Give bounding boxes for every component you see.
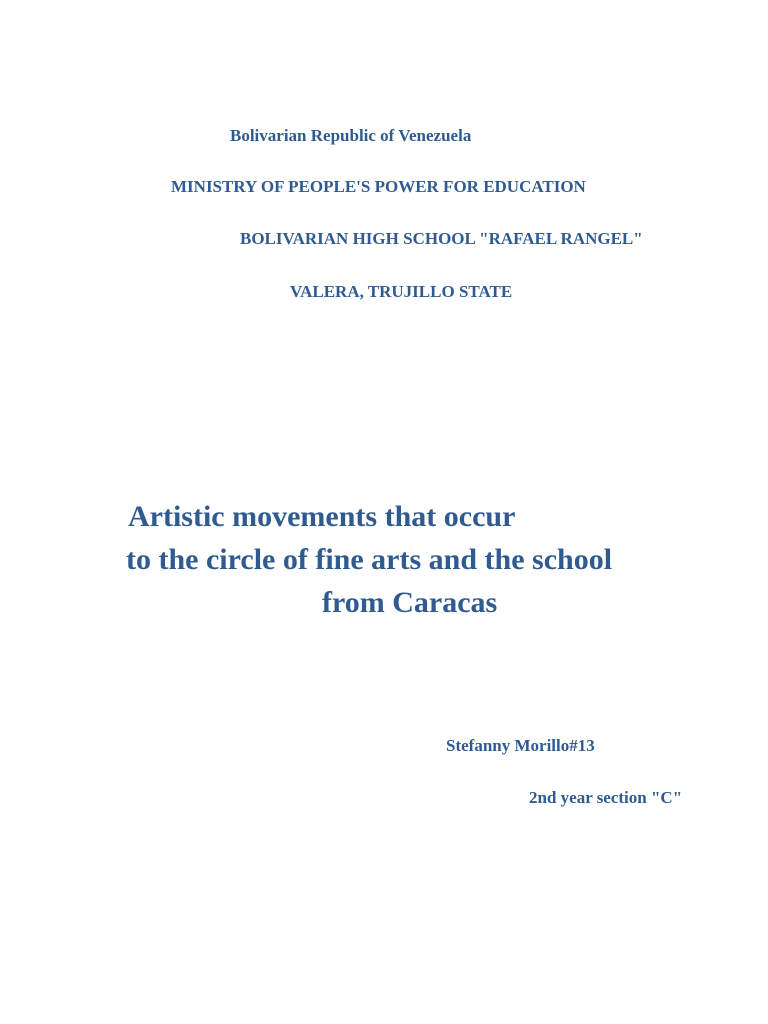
title-line-2: to the circle of fine arts and the school: [126, 543, 613, 576]
author-name: Stefanny Morillo#13: [446, 736, 595, 755]
title-line-1: Artistic movements that occur: [128, 500, 516, 533]
school-line: BOLIVARIAN HIGH SCHOOL "RAFAEL RANGEL": [240, 229, 643, 248]
location-line: VALERA, TRUJILLO STATE: [290, 282, 513, 301]
author-section: 2nd year section "C": [529, 788, 683, 807]
republic-line: Bolivarian Republic of Venezuela: [230, 126, 472, 145]
ministry-line: MINISTRY OF PEOPLE'S POWER FOR EDUCATION: [171, 177, 586, 196]
title-line-3: from Caracas: [322, 586, 498, 619]
